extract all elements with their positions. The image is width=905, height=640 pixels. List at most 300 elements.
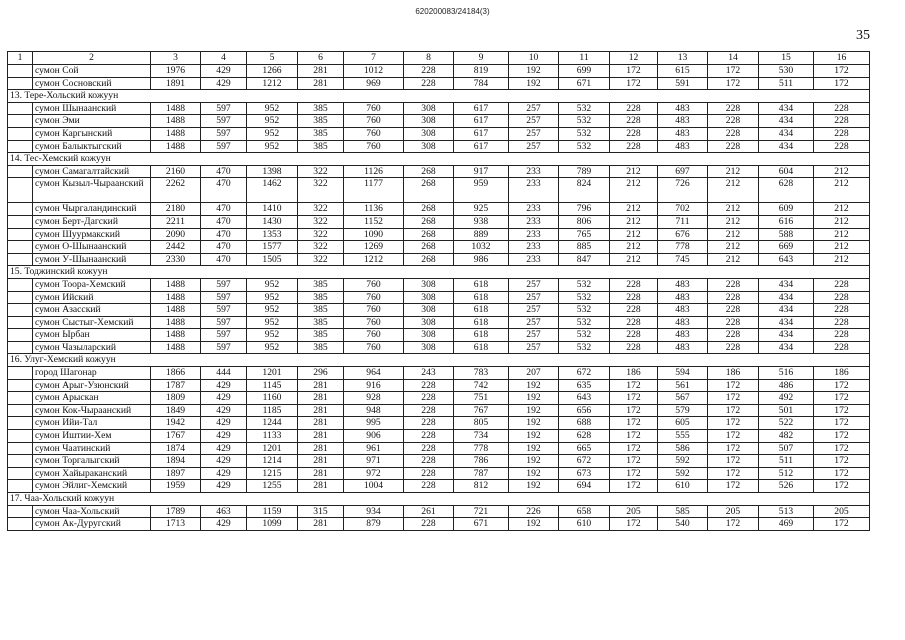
value-cell: 308 xyxy=(404,140,454,153)
value-cell: 1012 xyxy=(344,65,404,78)
value-cell: 172 xyxy=(814,518,870,531)
value-cell: 186 xyxy=(814,367,870,380)
settlement-name: сумон Сой xyxy=(33,65,151,78)
value-cell: 597 xyxy=(201,140,247,153)
row-number-cell xyxy=(8,404,33,417)
value-cell: 656 xyxy=(559,404,610,417)
group-title: 15. Тоджинский кожуун xyxy=(8,266,870,279)
value-cell: 1090 xyxy=(344,228,404,241)
value-cell: 257 xyxy=(509,316,559,329)
value-cell: 192 xyxy=(509,467,559,480)
column-header: 12 xyxy=(610,52,658,65)
value-cell: 212 xyxy=(610,203,658,216)
value-cell: 1849 xyxy=(151,404,201,417)
value-cell: 1959 xyxy=(151,480,201,493)
value-cell: 172 xyxy=(814,404,870,417)
value-cell: 1145 xyxy=(247,379,298,392)
value-cell: 192 xyxy=(509,77,559,90)
value-cell: 434 xyxy=(759,278,814,291)
value-cell: 429 xyxy=(201,77,247,90)
value-cell: 617 xyxy=(454,102,509,115)
value-cell: 228 xyxy=(404,77,454,90)
value-cell: 522 xyxy=(759,417,814,430)
value-cell: 257 xyxy=(509,115,559,128)
value-cell: 281 xyxy=(298,480,344,493)
value-cell: 1488 xyxy=(151,291,201,304)
value-cell: 1398 xyxy=(247,165,298,178)
row-number-cell xyxy=(8,228,33,241)
value-cell: 322 xyxy=(298,241,344,254)
row-number-cell xyxy=(8,140,33,153)
group-title: 13. Тере-Хольский кожуун xyxy=(8,90,870,103)
value-cell: 501 xyxy=(759,404,814,417)
value-cell: 308 xyxy=(404,291,454,304)
column-header: 4 xyxy=(201,52,247,65)
value-cell: 172 xyxy=(610,77,658,90)
column-header: 1 xyxy=(8,52,33,65)
value-cell: 308 xyxy=(404,341,454,354)
value-cell: 228 xyxy=(708,115,759,128)
value-cell: 952 xyxy=(247,304,298,317)
table-row xyxy=(8,455,870,468)
value-cell: 434 xyxy=(759,102,814,115)
value-cell: 806 xyxy=(559,215,610,228)
value-cell: 434 xyxy=(759,140,814,153)
value-cell: 228 xyxy=(814,291,870,304)
value-cell: 610 xyxy=(559,518,610,531)
value-cell: 1488 xyxy=(151,127,201,140)
row-number-cell xyxy=(8,77,33,90)
value-cell: 1577 xyxy=(247,241,298,254)
value-cell: 233 xyxy=(509,178,559,203)
value-cell: 995 xyxy=(344,417,404,430)
value-cell: 760 xyxy=(344,316,404,329)
table-row xyxy=(8,304,870,317)
value-cell: 672 xyxy=(559,455,610,468)
value-cell: 205 xyxy=(708,505,759,518)
value-cell: 592 xyxy=(658,467,708,480)
value-cell: 917 xyxy=(454,165,509,178)
table-row xyxy=(8,203,870,216)
value-cell: 228 xyxy=(814,140,870,153)
value-cell: 742 xyxy=(454,379,509,392)
value-cell: 172 xyxy=(708,379,759,392)
settlement-name: сумон Арыг-Узюнский xyxy=(33,379,151,392)
row-number-cell xyxy=(8,518,33,531)
value-cell: 470 xyxy=(201,241,247,254)
value-cell: 281 xyxy=(298,379,344,392)
value-cell: 699 xyxy=(559,65,610,78)
value-cell: 281 xyxy=(298,65,344,78)
value-cell: 228 xyxy=(404,467,454,480)
value-cell: 483 xyxy=(658,329,708,342)
value-cell: 532 xyxy=(559,140,610,153)
value-cell: 1269 xyxy=(344,241,404,254)
value-cell: 172 xyxy=(610,442,658,455)
settlement-name: сумон Эйлиг-Хемский xyxy=(33,480,151,493)
value-cell: 212 xyxy=(610,228,658,241)
value-cell: 228 xyxy=(404,518,454,531)
value-cell: 470 xyxy=(201,178,247,203)
table-row xyxy=(8,518,870,531)
row-number-cell xyxy=(8,505,33,518)
settlement-name: сумон Чазыларский xyxy=(33,341,151,354)
value-cell: 212 xyxy=(814,228,870,241)
table-row xyxy=(8,316,870,329)
value-cell: 1866 xyxy=(151,367,201,380)
document-id: 620200083/24184(3) xyxy=(415,7,490,16)
value-cell: 434 xyxy=(759,115,814,128)
value-cell: 952 xyxy=(247,329,298,342)
value-cell: 429 xyxy=(201,455,247,468)
table-row xyxy=(8,241,870,254)
column-header: 6 xyxy=(298,52,344,65)
value-cell: 615 xyxy=(658,65,708,78)
page-number: 35 xyxy=(856,28,870,43)
value-cell: 617 xyxy=(454,127,509,140)
value-cell: 986 xyxy=(454,253,509,266)
value-cell: 1032 xyxy=(454,241,509,254)
value-cell: 618 xyxy=(454,291,509,304)
settlement-name: сумон Чаа-Хольский xyxy=(33,505,151,518)
value-cell: 760 xyxy=(344,329,404,342)
value-cell: 483 xyxy=(658,304,708,317)
value-cell: 618 xyxy=(454,341,509,354)
value-cell: 1488 xyxy=(151,140,201,153)
value-cell: 429 xyxy=(201,480,247,493)
value-cell: 669 xyxy=(759,241,814,254)
column-header: 9 xyxy=(454,52,509,65)
value-cell: 385 xyxy=(298,291,344,304)
value-cell: 172 xyxy=(610,430,658,443)
value-cell: 767 xyxy=(454,404,509,417)
value-cell: 597 xyxy=(201,115,247,128)
value-cell: 281 xyxy=(298,77,344,90)
row-number-cell xyxy=(8,215,33,228)
value-cell: 228 xyxy=(610,115,658,128)
value-cell: 172 xyxy=(610,480,658,493)
value-cell: 434 xyxy=(759,291,814,304)
value-cell: 228 xyxy=(814,316,870,329)
value-cell: 643 xyxy=(559,392,610,405)
value-cell: 308 xyxy=(404,102,454,115)
value-cell: 281 xyxy=(298,430,344,443)
value-cell: 228 xyxy=(814,329,870,342)
value-cell: 434 xyxy=(759,341,814,354)
value-cell: 938 xyxy=(454,215,509,228)
value-cell: 643 xyxy=(759,253,814,266)
value-cell: 172 xyxy=(610,417,658,430)
value-cell: 463 xyxy=(201,505,247,518)
value-cell: 172 xyxy=(610,404,658,417)
value-cell: 925 xyxy=(454,203,509,216)
table-row xyxy=(8,442,870,455)
value-cell: 257 xyxy=(509,278,559,291)
value-cell: 186 xyxy=(708,367,759,380)
value-cell: 1488 xyxy=(151,329,201,342)
header-row xyxy=(8,52,870,65)
value-cell: 233 xyxy=(509,253,559,266)
value-cell: 805 xyxy=(454,417,509,430)
value-cell: 296 xyxy=(298,367,344,380)
value-cell: 212 xyxy=(610,178,658,203)
value-cell: 532 xyxy=(559,329,610,342)
value-cell: 760 xyxy=(344,291,404,304)
value-cell: 1462 xyxy=(247,178,298,203)
column-header: 8 xyxy=(404,52,454,65)
row-number-cell xyxy=(8,455,33,468)
value-cell: 385 xyxy=(298,304,344,317)
value-cell: 257 xyxy=(509,127,559,140)
value-cell: 228 xyxy=(814,102,870,115)
value-cell: 532 xyxy=(559,278,610,291)
value-cell: 532 xyxy=(559,127,610,140)
value-cell: 192 xyxy=(509,417,559,430)
value-cell: 243 xyxy=(404,367,454,380)
value-cell: 228 xyxy=(404,404,454,417)
value-cell: 212 xyxy=(814,203,870,216)
value-cell: 952 xyxy=(247,140,298,153)
value-cell: 964 xyxy=(344,367,404,380)
row-number-cell xyxy=(8,480,33,493)
value-cell: 192 xyxy=(509,404,559,417)
value-cell: 597 xyxy=(201,102,247,115)
value-cell: 1136 xyxy=(344,203,404,216)
row-number-cell xyxy=(8,127,33,140)
value-cell: 1894 xyxy=(151,455,201,468)
value-cell: 228 xyxy=(404,417,454,430)
value-cell: 616 xyxy=(759,215,814,228)
table-row xyxy=(8,417,870,430)
value-cell: 469 xyxy=(759,518,814,531)
value-cell: 969 xyxy=(344,77,404,90)
value-cell: 172 xyxy=(610,467,658,480)
value-cell: 511 xyxy=(759,77,814,90)
value-cell: 1976 xyxy=(151,65,201,78)
value-cell: 628 xyxy=(759,178,814,203)
value-cell: 483 xyxy=(658,115,708,128)
value-cell: 434 xyxy=(759,127,814,140)
value-cell: 172 xyxy=(708,404,759,417)
value-cell: 212 xyxy=(708,178,759,203)
table-row xyxy=(8,379,870,392)
row-number-cell xyxy=(8,417,33,430)
row-number-cell xyxy=(8,316,33,329)
row-number-cell xyxy=(8,278,33,291)
value-cell: 971 xyxy=(344,455,404,468)
group-title: 14. Тес-Хемский кожуун xyxy=(8,153,870,166)
row-number-cell xyxy=(8,165,33,178)
table-row xyxy=(8,215,870,228)
row-number-cell xyxy=(8,241,33,254)
value-cell: 592 xyxy=(658,455,708,468)
row-number-cell xyxy=(8,178,33,203)
value-cell: 385 xyxy=(298,316,344,329)
value-cell: 308 xyxy=(404,329,454,342)
value-cell: 1152 xyxy=(344,215,404,228)
value-cell: 760 xyxy=(344,304,404,317)
value-cell: 745 xyxy=(658,253,708,266)
value-cell: 268 xyxy=(404,241,454,254)
value-cell: 281 xyxy=(298,392,344,405)
value-cell: 172 xyxy=(814,417,870,430)
value-cell: 268 xyxy=(404,253,454,266)
value-cell: 597 xyxy=(201,341,247,354)
value-cell: 172 xyxy=(814,392,870,405)
value-cell: 959 xyxy=(454,178,509,203)
value-cell: 228 xyxy=(610,278,658,291)
value-cell: 597 xyxy=(201,127,247,140)
value-cell: 796 xyxy=(559,203,610,216)
value-cell: 322 xyxy=(298,203,344,216)
value-cell: 205 xyxy=(610,505,658,518)
value-cell: 192 xyxy=(509,379,559,392)
value-cell: 212 xyxy=(708,241,759,254)
value-cell: 257 xyxy=(509,341,559,354)
settlement-name: сумон Берт-Дагский xyxy=(33,215,151,228)
value-cell: 1159 xyxy=(247,505,298,518)
value-cell: 1185 xyxy=(247,404,298,417)
value-cell: 530 xyxy=(759,65,814,78)
value-cell: 952 xyxy=(247,115,298,128)
row-number-cell xyxy=(8,430,33,443)
value-cell: 2180 xyxy=(151,203,201,216)
value-cell: 172 xyxy=(708,430,759,443)
value-cell: 605 xyxy=(658,417,708,430)
value-cell: 618 xyxy=(454,329,509,342)
value-cell: 429 xyxy=(201,404,247,417)
value-cell: 676 xyxy=(658,228,708,241)
value-cell: 585 xyxy=(658,505,708,518)
settlement-name: сумон Арыскан xyxy=(33,392,151,405)
value-cell: 492 xyxy=(759,392,814,405)
value-cell: 2442 xyxy=(151,241,201,254)
value-cell: 483 xyxy=(658,127,708,140)
value-cell: 172 xyxy=(708,442,759,455)
column-header: 7 xyxy=(344,52,404,65)
value-cell: 228 xyxy=(708,341,759,354)
value-cell: 1488 xyxy=(151,115,201,128)
value-cell: 2262 xyxy=(151,178,201,203)
value-cell: 688 xyxy=(559,417,610,430)
value-cell: 172 xyxy=(708,455,759,468)
settlement-name: город Шагонар xyxy=(33,367,151,380)
value-cell: 594 xyxy=(658,367,708,380)
value-cell: 885 xyxy=(559,241,610,254)
value-cell: 1809 xyxy=(151,392,201,405)
table-row xyxy=(8,127,870,140)
value-cell: 784 xyxy=(454,77,509,90)
value-cell: 1488 xyxy=(151,278,201,291)
table-row xyxy=(8,228,870,241)
settlement-name: сумон Балыктыгский xyxy=(33,140,151,153)
value-cell: 604 xyxy=(759,165,814,178)
value-cell: 385 xyxy=(298,127,344,140)
value-cell: 322 xyxy=(298,165,344,178)
table-row xyxy=(8,392,870,405)
row-number-cell xyxy=(8,442,33,455)
value-cell: 597 xyxy=(201,304,247,317)
value-cell: 617 xyxy=(454,115,509,128)
value-cell: 172 xyxy=(708,77,759,90)
value-cell: 1214 xyxy=(247,455,298,468)
value-cell: 212 xyxy=(814,253,870,266)
value-cell: 671 xyxy=(454,518,509,531)
value-cell: 385 xyxy=(298,115,344,128)
value-cell: 429 xyxy=(201,65,247,78)
value-cell: 212 xyxy=(610,215,658,228)
value-cell: 751 xyxy=(454,392,509,405)
value-cell: 268 xyxy=(404,228,454,241)
settlement-name: сумон Эми xyxy=(33,115,151,128)
table-row xyxy=(8,278,870,291)
value-cell: 889 xyxy=(454,228,509,241)
value-cell: 483 xyxy=(658,341,708,354)
value-cell: 1160 xyxy=(247,392,298,405)
value-cell: 281 xyxy=(298,467,344,480)
value-cell: 172 xyxy=(708,480,759,493)
row-number-cell xyxy=(8,203,33,216)
value-cell: 192 xyxy=(509,442,559,455)
value-cell: 1212 xyxy=(344,253,404,266)
settlement-name: сумон Кызыл-Чыраанский xyxy=(33,178,151,203)
value-cell: 483 xyxy=(658,140,708,153)
value-cell: 281 xyxy=(298,455,344,468)
value-cell: 226 xyxy=(509,505,559,518)
value-cell: 470 xyxy=(201,253,247,266)
value-cell: 787 xyxy=(454,467,509,480)
settlement-name: сумон Тоора-Хемский xyxy=(33,278,151,291)
column-header: 16 xyxy=(814,52,870,65)
value-cell: 228 xyxy=(610,291,658,304)
column-header: 15 xyxy=(759,52,814,65)
value-cell: 257 xyxy=(509,304,559,317)
value-cell: 879 xyxy=(344,518,404,531)
value-cell: 172 xyxy=(708,417,759,430)
table-row xyxy=(8,480,870,493)
tariff-table xyxy=(7,51,870,531)
value-cell: 172 xyxy=(708,392,759,405)
row-number-cell xyxy=(8,392,33,405)
value-cell: 308 xyxy=(404,304,454,317)
value-cell: 322 xyxy=(298,215,344,228)
value-cell: 760 xyxy=(344,140,404,153)
value-cell: 429 xyxy=(201,392,247,405)
value-cell: 916 xyxy=(344,379,404,392)
column-header: 5 xyxy=(247,52,298,65)
value-cell: 257 xyxy=(509,329,559,342)
value-cell: 783 xyxy=(454,367,509,380)
table-row xyxy=(8,505,870,518)
value-cell: 532 xyxy=(559,291,610,304)
value-cell: 952 xyxy=(247,102,298,115)
value-cell: 765 xyxy=(559,228,610,241)
value-cell: 1212 xyxy=(247,77,298,90)
table-row xyxy=(8,329,870,342)
value-cell: 1488 xyxy=(151,102,201,115)
value-cell: 172 xyxy=(708,518,759,531)
value-cell: 1897 xyxy=(151,467,201,480)
value-cell: 673 xyxy=(559,467,610,480)
table-row xyxy=(8,430,870,443)
settlement-name: сумон Ак-Дуругский xyxy=(33,518,151,531)
value-cell: 172 xyxy=(814,480,870,493)
settlement-name: сумон Чаатинский xyxy=(33,442,151,455)
value-cell: 228 xyxy=(404,442,454,455)
value-cell: 597 xyxy=(201,329,247,342)
value-cell: 540 xyxy=(658,518,708,531)
value-cell: 212 xyxy=(708,228,759,241)
